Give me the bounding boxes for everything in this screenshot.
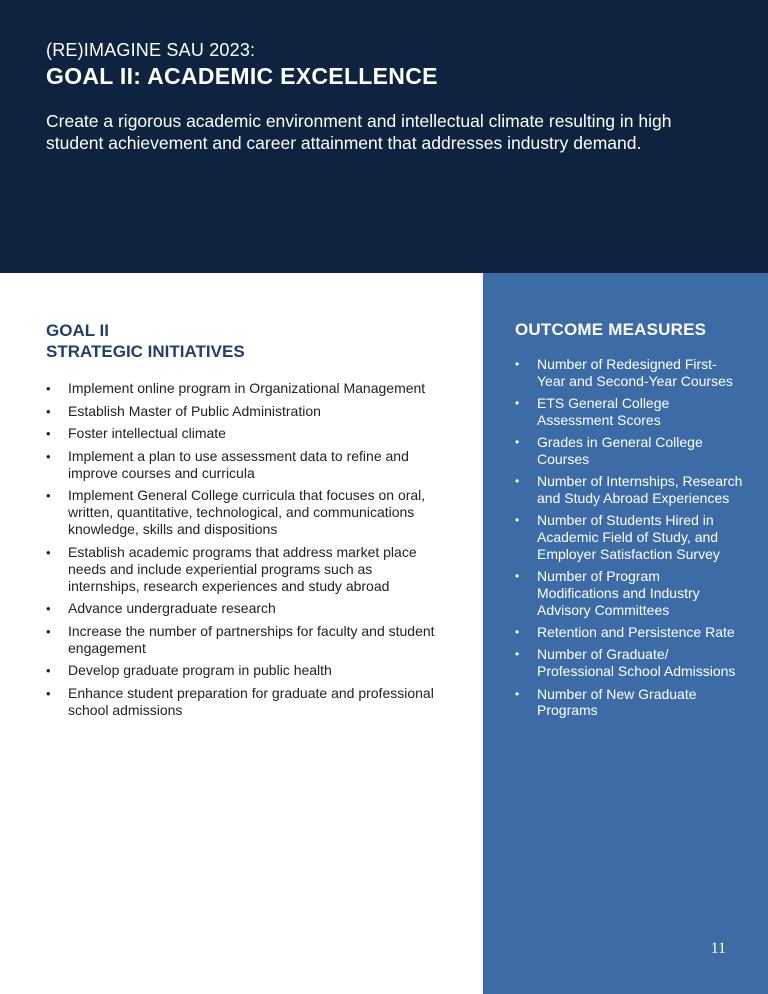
outcome-item: • Number of Internships, Research and Study Abroad Experiences xyxy=(515,473,745,507)
goal-description: Create a rigorous academic environment and intellectual climate resulting in high student achievement and career attainment that addresses industry demand. xyxy=(46,111,672,153)
initiative-item: • Implement online program in Organizational Management xyxy=(46,380,446,397)
initiative-item: • Implement General College curricula that focuses on oral, written, quantitative, technological, and communications knowledge, skills and dispositions xyxy=(46,487,446,538)
outcome-item: • Grades in General College Courses xyxy=(515,434,745,468)
outcome-item: • ETS General College Assessment Scores xyxy=(515,395,745,429)
outcome-item: • Number of Program Modifications and Industry Advisory Committees xyxy=(515,568,745,618)
outcome-item: • Number of Graduate/ Professional School Admissions xyxy=(515,646,745,680)
initiative-item: • Advance undergraduate research xyxy=(46,600,446,617)
header-kicker: (RE)IMAGINE SAU 2023: xyxy=(46,40,256,60)
outcome-item: • Number of New Graduate Programs xyxy=(515,686,745,720)
initiative-item: • Establish Master of Public Administration xyxy=(46,403,446,420)
page-header xyxy=(0,0,768,273)
outcomes-list xyxy=(515,356,745,719)
outcome-item: • Retention and Persistence Rate xyxy=(515,624,745,641)
strategic-initiatives-section xyxy=(46,320,446,724)
initiatives-heading-line1: GOAL II xyxy=(46,321,109,340)
initiatives-list xyxy=(46,380,446,719)
initiative-item: • Implement a plan to use assessment data to refine and improve courses and curricula xyxy=(46,448,446,482)
outcome-item: • Number of Students Hired in Academic Field of Study, and Employer Satisfaction Survey xyxy=(515,512,745,562)
page-title: GOAL II: ACADEMIC EXCELLENCE xyxy=(46,63,438,89)
outcome-measures-sidebar xyxy=(483,273,768,994)
page-number: 11 xyxy=(710,940,726,957)
initiatives-heading-line2: STRATEGIC INITIATIVES xyxy=(46,342,245,361)
initiatives-heading xyxy=(46,320,446,362)
initiative-item: • Enhance student preparation for graduate and professional school admissions xyxy=(46,685,446,719)
outcome-item: • Number of Redesigned First-Year and Second-Year Courses xyxy=(515,356,745,390)
initiative-item: • Increase the number of partnerships for faculty and student engagement xyxy=(46,623,446,657)
initiative-item: • Foster intellectual climate xyxy=(46,425,446,442)
initiative-item: • Establish academic programs that address market place needs and include experiential programs such as internships, research experiences and study abroad xyxy=(46,544,446,595)
outcome-measures-section xyxy=(515,320,745,725)
outcomes-heading: OUTCOME MEASURES xyxy=(515,320,707,339)
initiative-item: • Develop graduate program in public health xyxy=(46,662,446,679)
